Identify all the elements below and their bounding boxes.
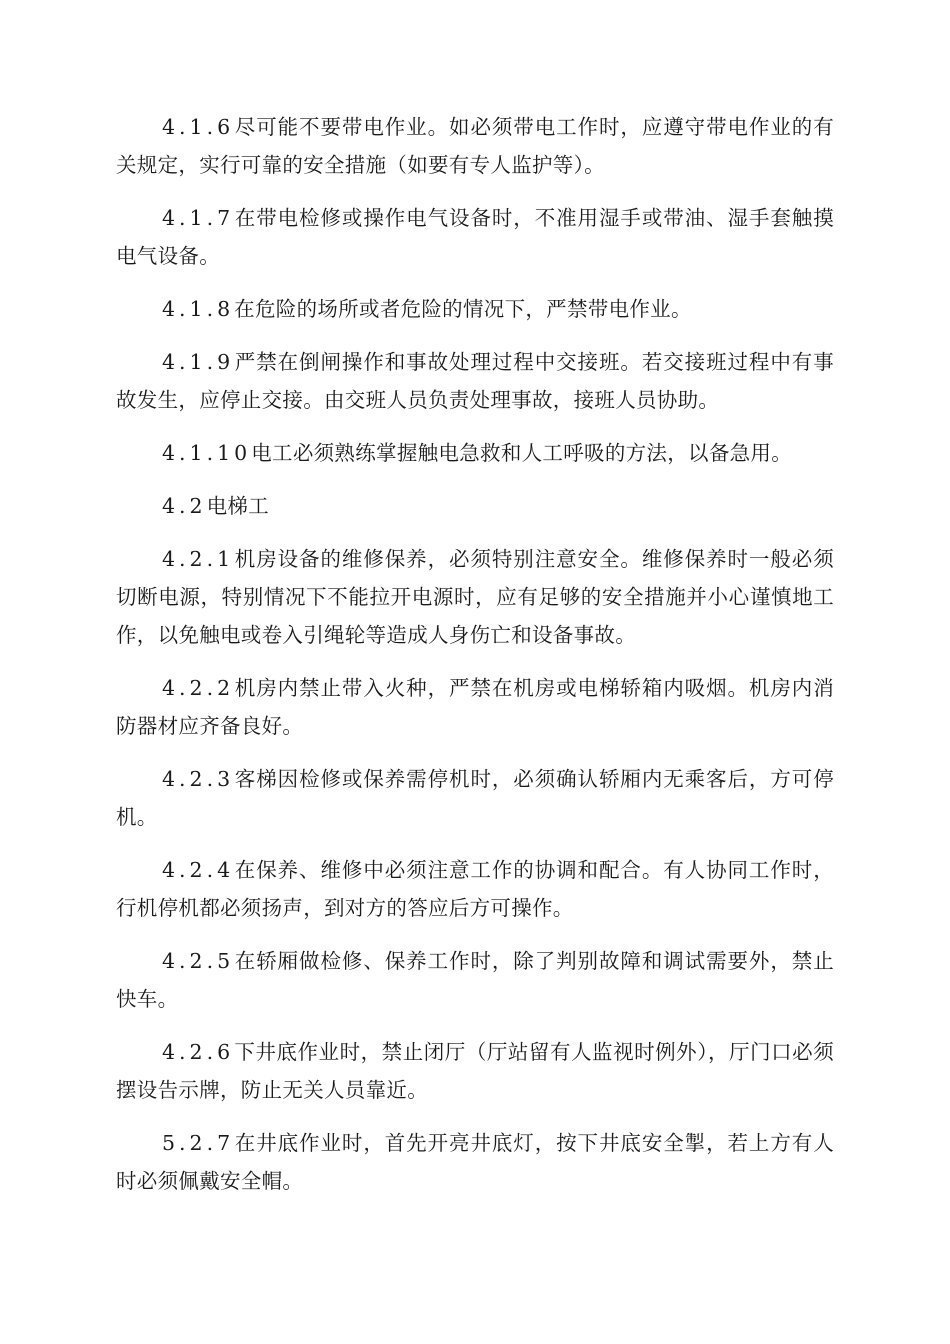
paragraph-4-1-8 — [116, 290, 834, 328]
paragraph-5-2-7 — [116, 1124, 834, 1200]
clause-number: 4.2.5 — [162, 949, 235, 973]
clause-number: 4.2.6 — [162, 1040, 235, 1064]
document-body — [116, 108, 834, 1215]
clause-text: 电梯工 — [206, 494, 270, 518]
clause-text: 电工必须熟练掌握触电急救和人工呼吸的方法，以备急用。 — [251, 441, 793, 465]
paragraph-4-2-1 — [116, 540, 834, 654]
clause-number: 4.2.1 — [162, 547, 235, 571]
clause-number: 4.2.2 — [162, 676, 235, 700]
clause-number: 4.1.8 — [162, 297, 235, 321]
clause-text: 在井底作业时，首先开亮井底灯，按下井底安全掣，若上方有人时必须佩戴安全帽。 — [116, 1131, 834, 1193]
clause-number: 4.2.3 — [162, 767, 235, 791]
paragraph-4-2-3 — [116, 760, 834, 836]
clause-number: 4.1.6 — [162, 115, 235, 139]
section-heading-4-2 — [116, 487, 834, 525]
clause-text: 机房设备的维修保养，必须特别注意安全。维修保养时一般必须切断电源，特别情况下不能拉开电源时，应有足够的安全措施并小心谨慎地工作，以免触电或卷入引绳轮等造成人身伤亡和设备事故。 — [116, 547, 834, 647]
paragraph-4-1-6 — [116, 108, 834, 184]
clause-number: 4.1.10 — [162, 441, 252, 465]
clause-text: 尽可能不要带电作业。如必须带电工作时，应遵守带电作业的有关规定，实行可靠的安全措施（如要有专人监护等）。 — [116, 115, 834, 177]
paragraph-4-2-2 — [116, 669, 834, 745]
paragraph-4-1-10 — [116, 434, 834, 472]
clause-number: 4.1.7 — [162, 206, 235, 230]
clause-text: 机房内禁止带入火种，严禁在机房或电梯轿箱内吸烟。机房内消防器材应齐备良好。 — [116, 676, 834, 738]
clause-number: 4.1.9 — [162, 350, 235, 374]
clause-text: 在保养、维修中必须注意工作的协调和配合。有人协同工作时，行机停机都必须扬声，到对方的答应后方可操作。 — [116, 858, 834, 920]
clause-text: 严禁在倒闸操作和事故处理过程中交接班。若交接班过程中有事故发生，应停止交接。由交班人员负责处理事故，接班人员协助。 — [116, 350, 834, 412]
clause-text: 客梯因检修或保养需停机时，必须确认轿厢内无乘客后，方可停机。 — [116, 767, 834, 829]
clause-number: 4.2 — [162, 494, 207, 518]
clause-text: 在危险的场所或者危险的情况下，严禁带电作业。 — [234, 297, 692, 321]
clause-number: 4.2.4 — [162, 858, 235, 882]
paragraph-4-2-4 — [116, 851, 834, 927]
paragraph-4-2-5 — [116, 942, 834, 1018]
paragraph-4-1-7 — [116, 199, 834, 275]
paragraph-4-1-9 — [116, 343, 834, 419]
paragraph-4-2-6 — [116, 1033, 834, 1109]
clause-text: 在带电检修或操作电气设备时，不准用湿手或带油、湿手套触摸电气设备。 — [116, 206, 834, 268]
clause-text: 在轿厢做检修、保养工作时，除了判别故障和调试需要外，禁止快车。 — [116, 949, 834, 1011]
clause-number: 5.2.7 — [162, 1131, 235, 1155]
clause-text: 下井底作业时，禁止闭厅（厅站留有人监视时例外），厅门口必须摆设告示牌，防止无关人员靠近。 — [116, 1040, 834, 1102]
